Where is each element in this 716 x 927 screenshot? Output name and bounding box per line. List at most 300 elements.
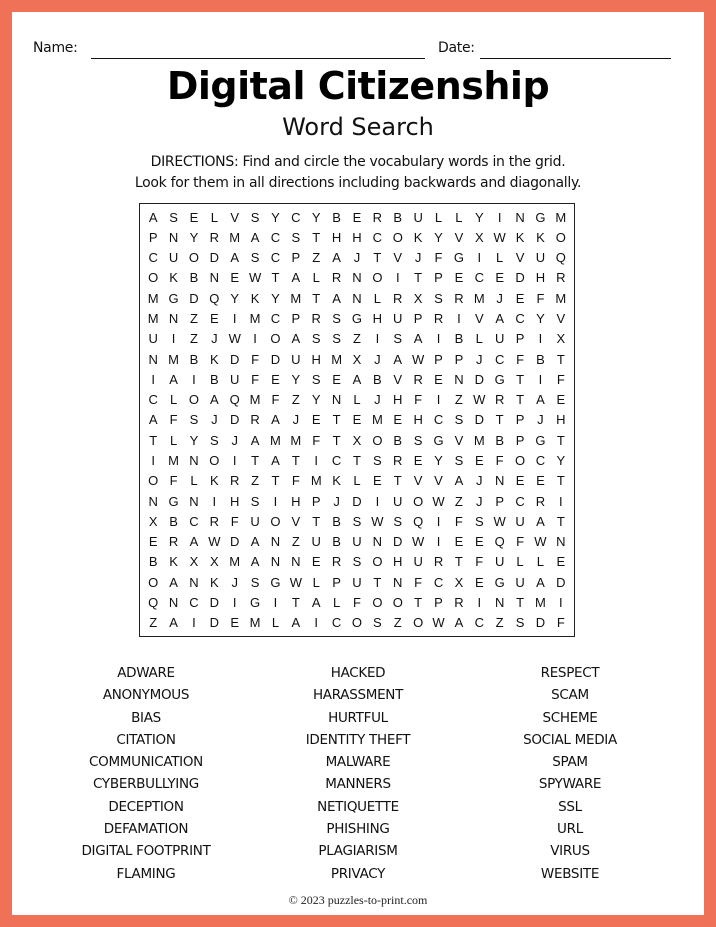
grid-cell[interactable]: A [413, 331, 423, 347]
grid-cell[interactable]: O [148, 270, 159, 286]
grid-cell[interactable]: Y [189, 432, 199, 448]
grid-cell[interactable]: Z [454, 493, 463, 509]
grid-cell[interactable]: B [373, 371, 382, 387]
grid-cell[interactable]: A [148, 209, 158, 225]
grid-cell[interactable]: R [311, 311, 321, 327]
grid-cell[interactable]: E [474, 453, 484, 469]
grid-cell[interactable]: E [474, 574, 484, 590]
grid-cell[interactable]: L [475, 331, 483, 347]
grid-cell[interactable]: E [230, 615, 240, 631]
grid-cell[interactable]: C [291, 209, 301, 225]
grid-cell[interactable]: B [332, 209, 341, 225]
grid-cell[interactable]: F [536, 290, 545, 306]
grid-cell[interactable]: P [332, 574, 341, 590]
grid-cell[interactable]: Y [474, 209, 484, 225]
grid-cell[interactable]: I [171, 331, 176, 347]
grid-cell[interactable]: P [515, 412, 525, 428]
grid-cell[interactable]: M [249, 615, 261, 631]
grid-cell[interactable]: Q [413, 513, 424, 529]
grid-cell[interactable]: K [515, 229, 525, 245]
grid-cell[interactable]: A [250, 229, 260, 245]
grid-cell[interactable]: J [353, 250, 361, 266]
grid-cell[interactable]: S [454, 453, 464, 469]
grid-cell[interactable]: Y [434, 229, 443, 245]
grid-cell[interactable]: V [230, 209, 240, 225]
grid-cell[interactable]: J [537, 412, 544, 428]
grid-cell[interactable]: R [331, 270, 342, 286]
grid-cell[interactable]: I [538, 331, 543, 347]
grid-cell[interactable]: D [209, 615, 220, 631]
grid-cell[interactable]: N [515, 209, 525, 225]
grid-cell[interactable]: N [168, 311, 179, 327]
grid-cell[interactable]: Q [148, 595, 159, 611]
grid-cell[interactable]: S [352, 513, 362, 529]
grid-cell[interactable]: E [434, 371, 443, 387]
grid-cell[interactable]: K [209, 574, 219, 590]
grid-cell[interactable]: E [393, 412, 403, 428]
grid-cell[interactable]: R [454, 595, 464, 611]
grid-cell[interactable]: Y [536, 311, 545, 327]
grid-cell[interactable]: O [413, 493, 424, 509]
grid-cell[interactable]: W [493, 229, 506, 245]
grid-cell[interactable]: V [434, 473, 443, 489]
grid-cell[interactable]: I [477, 595, 482, 611]
grid-cell[interactable]: R [250, 412, 260, 428]
grid-cell[interactable]: J [476, 351, 483, 367]
grid-cell[interactable]: I [232, 453, 237, 469]
grid-cell[interactable]: C [372, 229, 383, 245]
grid-cell[interactable]: D [230, 351, 240, 367]
grid-cell[interactable]: Q [229, 392, 240, 408]
grid-cell[interactable]: D [270, 351, 281, 367]
grid-cell[interactable]: X [474, 229, 484, 245]
grid-cell[interactable]: X [209, 554, 219, 570]
grid-cell[interactable]: I [436, 534, 441, 550]
grid-cell[interactable]: D [209, 595, 220, 611]
grid-cell[interactable]: A [536, 574, 545, 590]
grid-cell[interactable]: Z [189, 311, 198, 327]
grid-cell[interactable]: M [229, 229, 241, 245]
grid-cell[interactable]: L [210, 209, 218, 225]
grid-cell[interactable]: R [535, 493, 546, 509]
grid-cell[interactable]: I [436, 392, 441, 408]
grid-cell[interactable]: T [271, 473, 280, 489]
grid-cell[interactable]: N [454, 371, 464, 387]
grid-cell[interactable]: C [331, 615, 342, 631]
grid-cell[interactable]: F [475, 554, 484, 570]
grid-cell[interactable]: D [535, 615, 546, 631]
grid-cell[interactable]: J [211, 412, 218, 428]
grid-cell[interactable]: Z [495, 615, 504, 631]
grid-cell[interactable]: H [393, 392, 403, 408]
grid-cell[interactable]: S [189, 412, 199, 428]
grid-cell[interactable]: L [312, 270, 320, 286]
grid-cell[interactable]: E [454, 270, 464, 286]
grid-cell[interactable]: E [373, 473, 382, 489]
grid-cell[interactable]: N [189, 453, 199, 469]
grid-cell[interactable]: S [209, 432, 219, 448]
grid-cell[interactable]: P [515, 331, 525, 347]
grid-cell[interactable]: S [352, 554, 362, 570]
grid-cell[interactable]: P [495, 493, 504, 509]
grid-cell[interactable]: M [535, 595, 546, 611]
grid-cell[interactable]: F [230, 513, 239, 529]
grid-cell[interactable]: U [393, 493, 403, 509]
grid-cell[interactable]: B [536, 351, 545, 367]
grid-cell[interactable]: E [148, 534, 158, 550]
grid-cell[interactable]: N [494, 595, 505, 611]
grid-cell[interactable]: Z [454, 392, 463, 408]
grid-cell[interactable]: F [414, 392, 423, 408]
grid-cell[interactable]: I [212, 493, 217, 509]
grid-cell[interactable]: D [230, 534, 240, 550]
grid-cell[interactable]: S [250, 493, 260, 509]
grid-cell[interactable]: E [189, 209, 199, 225]
grid-cell[interactable]: S [169, 209, 178, 225]
grid-cell[interactable]: X [352, 432, 362, 448]
grid-cell[interactable]: E [474, 534, 484, 550]
grid-cell[interactable]: N [494, 473, 505, 489]
grid-cell[interactable]: U [515, 513, 525, 529]
grid-cell[interactable]: D [230, 412, 240, 428]
grid-cell[interactable]: R [209, 513, 220, 529]
grid-cell[interactable]: K [209, 351, 219, 367]
grid-cell[interactable]: K [536, 229, 545, 245]
grid-cell[interactable]: L [353, 392, 361, 408]
grid-cell[interactable]: O [188, 250, 199, 266]
grid-cell[interactable]: L [496, 250, 504, 266]
grid-cell[interactable]: F [291, 473, 300, 489]
grid-cell[interactable]: I [558, 595, 563, 611]
grid-cell[interactable]: P [515, 432, 525, 448]
grid-cell[interactable]: O [372, 554, 383, 570]
grid-cell[interactable]: Q [555, 250, 566, 266]
grid-cell[interactable]: O [209, 453, 220, 469]
grid-cell[interactable]: R [413, 371, 423, 387]
grid-cell[interactable]: L [169, 392, 178, 408]
grid-cell[interactable]: F [454, 513, 463, 529]
grid-cell[interactable]: A [189, 534, 199, 550]
grid-cell[interactable]: N [352, 270, 362, 286]
grid-cell[interactable]: S [515, 615, 525, 631]
grid-cell[interactable]: O [351, 615, 363, 631]
grid-cell[interactable]: K [169, 270, 178, 286]
grid-cell[interactable]: L [169, 432, 178, 448]
grid-cell[interactable]: J [496, 290, 503, 306]
grid-cell[interactable]: N [168, 229, 179, 245]
grid-cell[interactable]: U [230, 371, 240, 387]
grid-cell[interactable]: T [312, 513, 321, 529]
grid-cell[interactable]: H [291, 493, 301, 509]
grid-cell[interactable]: S [311, 371, 321, 387]
date-field-line[interactable] [480, 58, 671, 59]
grid-cell[interactable]: I [558, 493, 563, 509]
grid-cell[interactable]: C [189, 513, 199, 529]
grid-cell[interactable]: W [411, 351, 425, 367]
grid-cell[interactable]: H [413, 412, 423, 428]
grid-cell[interactable]: B [148, 554, 158, 570]
grid-cell[interactable]: Y [230, 290, 240, 306]
grid-cell[interactable]: A [169, 371, 178, 387]
grid-cell[interactable]: A [495, 311, 504, 327]
grid-cell[interactable]: Z [353, 331, 361, 347]
grid-cell[interactable]: T [373, 574, 382, 590]
grid-cell[interactable]: G [433, 432, 444, 448]
grid-cell[interactable]: C [535, 453, 546, 469]
grid-cell[interactable]: R [209, 229, 220, 245]
grid-cell[interactable]: E [352, 412, 362, 428]
word-search-grid[interactable] [139, 203, 575, 637]
grid-cell[interactable]: N [291, 554, 301, 570]
grid-cell[interactable]: N [270, 534, 281, 550]
grid-cell[interactable]: T [454, 554, 463, 570]
grid-cell[interactable]: G [250, 595, 261, 611]
grid-cell[interactable]: L [190, 473, 198, 489]
grid-cell[interactable]: W [248, 270, 262, 286]
grid-cell[interactable]: U [494, 554, 505, 570]
grid-cell[interactable]: A [271, 412, 280, 428]
grid-cell[interactable]: L [455, 209, 463, 225]
grid-cell[interactable]: J [333, 493, 340, 509]
grid-cell[interactable]: N [148, 351, 158, 367]
grid-cell[interactable]: U [515, 574, 525, 590]
grid-cell[interactable]: H [556, 412, 566, 428]
grid-cell[interactable]: A [169, 615, 178, 631]
grid-cell[interactable]: Z [149, 615, 158, 631]
grid-cell[interactable]: D [474, 412, 484, 428]
grid-cell[interactable]: T [353, 453, 361, 469]
grid-cell[interactable]: S [474, 513, 484, 529]
grid-cell[interactable]: P [413, 311, 423, 327]
grid-cell[interactable]: C [474, 270, 484, 286]
grid-cell[interactable]: B [495, 432, 504, 448]
grid-cell[interactable]: J [374, 392, 381, 408]
grid-cell[interactable]: R [331, 554, 342, 570]
grid-cell[interactable]: V [454, 229, 464, 245]
grid-cell[interactable]: I [232, 311, 237, 327]
grid-cell[interactable]: R [454, 290, 464, 306]
grid-cell[interactable]: U [168, 250, 179, 266]
grid-cell[interactable]: N [270, 554, 281, 570]
grid-cell[interactable]: W [289, 574, 302, 590]
grid-cell[interactable]: O [148, 574, 159, 590]
grid-cell[interactable]: I [375, 493, 380, 509]
grid-cell[interactable]: O [413, 615, 424, 631]
grid-cell[interactable]: U [413, 209, 423, 225]
grid-cell[interactable]: K [413, 229, 423, 245]
grid-cell[interactable]: F [516, 534, 525, 550]
grid-cell[interactable]: H [311, 351, 321, 367]
grid-cell[interactable]: T [291, 595, 300, 611]
grid-cell[interactable]: L [312, 574, 320, 590]
grid-cell[interactable]: M [555, 209, 567, 225]
grid-cell[interactable]: I [457, 311, 461, 327]
grid-cell[interactable]: Y [271, 209, 280, 225]
grid-cell[interactable]: I [151, 453, 155, 469]
grid-cell[interactable]: Y [434, 453, 443, 469]
grid-cell[interactable]: X [148, 513, 158, 529]
grid-cell[interactable]: M [168, 351, 179, 367]
grid-cell[interactable]: I [477, 250, 482, 266]
grid-cell[interactable]: Y [311, 392, 321, 408]
grid-cell[interactable]: B [209, 371, 219, 387]
grid-cell[interactable]: A [169, 574, 178, 590]
grid-cell[interactable]: Y [311, 209, 321, 225]
grid-cell[interactable]: X [352, 351, 362, 367]
grid-cell[interactable]: F [434, 250, 443, 266]
grid-cell[interactable]: M [555, 290, 567, 306]
grid-cell[interactable]: R [393, 453, 403, 469]
grid-cell[interactable]: C [494, 351, 505, 367]
grid-cell[interactable]: B [393, 432, 403, 448]
grid-cell[interactable]: Y [556, 453, 566, 469]
grid-cell[interactable]: E [536, 473, 545, 489]
grid-cell[interactable]: R [556, 270, 566, 286]
grid-cell[interactable]: D [352, 493, 362, 509]
grid-cell[interactable]: T [516, 392, 525, 408]
grid-cell[interactable]: A [209, 392, 219, 408]
grid-cell[interactable]: J [231, 432, 238, 448]
grid-cell[interactable]: D [474, 371, 484, 387]
grid-cell[interactable]: D [189, 290, 199, 306]
grid-cell[interactable]: I [436, 331, 441, 347]
grid-cell[interactable]: J [211, 331, 218, 347]
grid-cell[interactable]: I [314, 615, 319, 631]
grid-cell[interactable]: M [310, 473, 322, 489]
grid-cell[interactable]: I [232, 595, 237, 611]
grid-cell[interactable]: F [556, 371, 565, 387]
grid-cell[interactable]: S [454, 412, 464, 428]
grid-cell[interactable]: E [413, 453, 423, 469]
grid-cell[interactable]: G [535, 209, 546, 225]
grid-cell[interactable]: G [494, 574, 505, 590]
grid-cell[interactable]: Q [494, 534, 505, 550]
grid-cell[interactable]: T [414, 595, 423, 611]
grid-cell[interactable]: A [332, 290, 341, 306]
grid-cell[interactable]: C [331, 453, 342, 469]
grid-cell[interactable]: S [393, 331, 403, 347]
grid-cell[interactable]: M [473, 432, 485, 448]
grid-cell[interactable]: W [534, 534, 547, 550]
grid-cell[interactable]: E [495, 270, 504, 286]
grid-cell[interactable]: O [392, 229, 403, 245]
grid-cell[interactable]: Y [189, 229, 199, 245]
grid-cell[interactable]: L [373, 290, 381, 306]
grid-cell[interactable]: E [332, 371, 341, 387]
grid-cell[interactable]: P [454, 351, 464, 367]
grid-cell[interactable]: M [331, 351, 343, 367]
grid-cell[interactable]: L [353, 473, 361, 489]
grid-cell[interactable]: N [372, 534, 383, 550]
grid-cell[interactable]: O [148, 473, 159, 489]
grid-cell[interactable]: R [433, 554, 444, 570]
grid-cell[interactable]: N [168, 595, 179, 611]
grid-cell[interactable]: T [516, 371, 525, 387]
grid-cell[interactable]: I [314, 453, 319, 469]
grid-cell[interactable]: P [291, 311, 301, 327]
grid-cell[interactable]: F [556, 615, 565, 631]
grid-cell[interactable]: W [228, 331, 241, 347]
grid-cell[interactable]: O [555, 229, 566, 245]
grid-cell[interactable]: H [393, 554, 403, 570]
grid-cell[interactable]: X [556, 331, 566, 347]
grid-cell[interactable]: K [209, 473, 219, 489]
grid-cell[interactable]: W [432, 615, 445, 631]
grid-cell[interactable]: F [353, 595, 361, 611]
grid-cell[interactable]: K [169, 554, 178, 570]
grid-cell[interactable]: T [271, 270, 280, 286]
grid-cell[interactable]: F [169, 473, 178, 489]
grid-cell[interactable]: W [432, 493, 445, 509]
grid-cell[interactable]: H [535, 270, 546, 286]
grid-cell[interactable]: M [473, 290, 485, 306]
grid-cell[interactable]: M [270, 432, 281, 448]
grid-cell[interactable]: F [495, 453, 504, 469]
grid-cell[interactable]: S [393, 513, 403, 529]
grid-cell[interactable]: M [147, 311, 159, 327]
grid-cell[interactable]: M [249, 311, 261, 327]
grid-cell[interactable]: L [434, 209, 443, 225]
grid-cell[interactable]: G [494, 371, 505, 387]
grid-cell[interactable]: G [351, 311, 363, 327]
grid-cell[interactable]: C [474, 615, 484, 631]
grid-cell[interactable]: S [332, 311, 341, 327]
grid-cell[interactable]: T [556, 513, 565, 529]
grid-cell[interactable]: F [414, 574, 423, 590]
grid-cell[interactable]: C [433, 574, 444, 590]
grid-cell[interactable]: V [393, 250, 403, 266]
grid-cell[interactable]: C [189, 595, 199, 611]
grid-cell[interactable]: O [514, 453, 526, 469]
grid-cell[interactable]: I [192, 615, 196, 631]
grid-cell[interactable]: X [189, 554, 199, 570]
grid-cell[interactable]: U [352, 534, 362, 550]
grid-cell[interactable]: S [373, 615, 382, 631]
grid-cell[interactable]: E [311, 554, 321, 570]
grid-cell[interactable]: A [291, 615, 301, 631]
grid-cell[interactable]: W [208, 534, 221, 550]
grid-cell[interactable]: D [209, 250, 220, 266]
grid-cell[interactable]: L [271, 615, 280, 631]
grid-cell[interactable]: J [476, 493, 483, 509]
grid-cell[interactable]: A [250, 534, 260, 550]
grid-cell[interactable]: V [454, 432, 464, 448]
grid-cell[interactable]: Z [291, 392, 300, 408]
grid-cell[interactable]: D [556, 574, 566, 590]
grid-cell[interactable]: X [454, 574, 464, 590]
grid-cell[interactable]: A [454, 473, 464, 489]
grid-cell[interactable]: B [454, 331, 464, 347]
grid-cell[interactable]: R [393, 290, 403, 306]
grid-cell[interactable]: G [270, 574, 281, 590]
grid-cell[interactable]: W [493, 513, 506, 529]
grid-cell[interactable]: J [292, 412, 300, 428]
grid-cell[interactable]: S [291, 229, 301, 245]
grid-cell[interactable]: A [332, 250, 341, 266]
grid-cell[interactable]: V [393, 371, 403, 387]
grid-cell[interactable]: U [250, 513, 260, 529]
grid-cell[interactable]: O [270, 513, 281, 529]
grid-cell[interactable]: I [375, 331, 380, 347]
grid-cell[interactable]: U [535, 250, 546, 266]
grid-cell[interactable]: F [271, 392, 280, 408]
grid-cell[interactable]: V [474, 311, 484, 327]
grid-cell[interactable]: Y [291, 371, 301, 387]
name-field-line[interactable] [91, 58, 425, 59]
grid-cell[interactable]: F [251, 371, 260, 387]
grid-cell[interactable]: S [434, 290, 443, 306]
grid-cell[interactable]: H [352, 229, 362, 245]
